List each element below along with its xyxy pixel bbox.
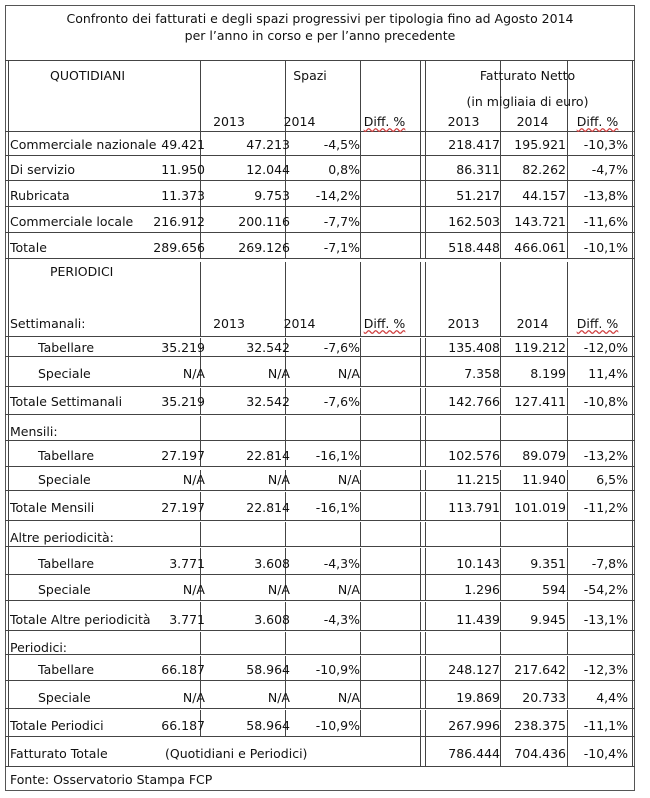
value-sd: -10,9% [315, 662, 360, 677]
column-divider [500, 602, 501, 630]
value-f14: 127.411 [514, 394, 566, 409]
row-divider [5, 440, 635, 441]
value-fd: 4,4% [596, 690, 628, 705]
column-divider [425, 492, 426, 520]
value-s13: 35.219 [161, 394, 205, 409]
row-label: Tabellare [38, 340, 95, 355]
value-s13: 11.950 [161, 162, 205, 177]
column-divider [425, 710, 426, 736]
value-fd: -10,3% [583, 137, 628, 152]
value-s13: N/A [182, 472, 205, 487]
value-sd: 0,8% [328, 162, 360, 177]
column-divider [425, 522, 426, 546]
value-f14: 143.721 [514, 214, 566, 229]
value-s13: N/A [182, 690, 205, 705]
column-divider [500, 416, 501, 466]
row-label: Commerciale locale [10, 214, 134, 229]
row-divider [5, 546, 635, 547]
column-divider [420, 632, 421, 654]
column-divider [420, 656, 421, 708]
value-s14: 22.814 [246, 500, 290, 515]
column-divider [425, 602, 426, 630]
column-divider [567, 632, 568, 654]
column-divider [500, 736, 501, 766]
row-label-fatturato-totale: Fatturato Totale [10, 746, 108, 761]
row-label: Speciale [38, 582, 91, 597]
column-divider [632, 60, 633, 766]
header-spazi: Spazi [293, 68, 327, 83]
row-divider [5, 574, 635, 575]
diff-header: Diff. % [576, 114, 619, 129]
value-s14: N/A [267, 366, 290, 381]
value-s13: 289.656 [153, 240, 205, 255]
column-divider [425, 60, 426, 258]
value-s13: N/A [182, 366, 205, 381]
value-fd: 11,4% [588, 366, 628, 381]
value-f14: 89.079 [522, 448, 566, 463]
row-divider [5, 336, 635, 337]
column-divider [360, 632, 361, 654]
column-divider [425, 736, 426, 766]
value-f13: 786.444 [448, 746, 500, 761]
row-divider [5, 520, 635, 521]
value-f14: 217.642 [514, 662, 566, 677]
column-divider [500, 710, 501, 736]
value-fd: -13,8% [583, 188, 628, 203]
value-fd: -12,3% [583, 662, 628, 677]
row-divider [5, 206, 635, 207]
value-s14: N/A [267, 690, 290, 705]
value-f13: 135.408 [448, 340, 500, 355]
value-sd: N/A [337, 690, 360, 705]
value-s13: 49.421 [161, 137, 205, 152]
value-sd: N/A [337, 582, 360, 597]
value-s14: 58.964 [246, 662, 290, 677]
value-f13: 248.127 [448, 662, 500, 677]
value-s13: 11.373 [161, 188, 205, 203]
year-header: 2014 [516, 316, 549, 331]
value-f14: 238.375 [514, 718, 566, 733]
row-label-total: Totale Altre periodicità [10, 612, 151, 627]
column-divider [200, 632, 201, 654]
column-divider [360, 602, 361, 630]
value-fd: -13,1% [583, 612, 628, 627]
column-divider [425, 548, 426, 600]
column-divider [360, 492, 361, 520]
column-divider [360, 470, 361, 490]
row-divider [5, 600, 635, 601]
row-label: Speciale [38, 366, 91, 381]
value-sd: -4,5% [323, 137, 360, 152]
row-divider [5, 258, 635, 259]
row-label-total: Totale Mensili [10, 500, 95, 515]
value-fd: -4,7% [591, 162, 628, 177]
column-divider [420, 522, 421, 546]
value-f14: 9.945 [530, 612, 566, 627]
value-f13: 162.503 [448, 214, 500, 229]
group-label: Settimanali: [10, 316, 86, 331]
value-s14: 58.964 [246, 718, 290, 733]
value-sd: -16,1% [315, 500, 360, 515]
value-fd: 6,5% [596, 472, 628, 487]
year-header: 2013 [213, 316, 245, 331]
value-f13: 51.217 [456, 188, 500, 203]
row-divider [5, 414, 635, 415]
value-sd: -4,3% [323, 556, 360, 571]
row-label: Commerciale nazionale [10, 137, 157, 152]
diff-header: Diff. % [363, 316, 406, 331]
column-divider [425, 416, 426, 466]
value-f14: 11.940 [522, 472, 566, 487]
row-label-total: Totale Settimanali [10, 394, 123, 409]
value-sd: N/A [337, 366, 360, 381]
value-s13: 216.912 [153, 214, 205, 229]
column-divider [420, 492, 421, 520]
diff-header: Diff. % [363, 114, 406, 129]
column-divider [420, 338, 421, 386]
value-sd: -10,9% [315, 718, 360, 733]
diff-header: Diff. % [576, 316, 619, 331]
section-title-periodici: PERIODICI [50, 264, 114, 279]
column-divider [360, 548, 361, 600]
column-divider [425, 632, 426, 654]
value-f14: 82.262 [522, 162, 566, 177]
value-s14: 3.608 [254, 556, 290, 571]
value-s13: 66.187 [161, 662, 205, 677]
column-divider [360, 522, 361, 546]
value-fd: -13,2% [583, 448, 628, 463]
value-sd: -7,6% [323, 340, 360, 355]
value-f14: 119.212 [514, 340, 566, 355]
value-fd: -10,4% [583, 746, 628, 761]
value-s14: 22.814 [246, 448, 290, 463]
value-fd: -11,6% [583, 214, 628, 229]
column-divider [500, 656, 501, 708]
year-header: 2013 [447, 316, 480, 331]
column-divider [500, 60, 501, 258]
value-sd: -14,2% [315, 188, 360, 203]
value-f13: 267.996 [448, 718, 500, 733]
source-note: Fonte: Osservatorio Stampa FCP [10, 772, 213, 787]
column-divider [500, 492, 501, 520]
page-title [5, 10, 635, 44]
value-f13: 11.439 [456, 612, 500, 627]
value-fd: -10,8% [583, 394, 628, 409]
column-divider [360, 416, 361, 466]
group-label: Mensili: [10, 424, 58, 439]
column-divider [425, 656, 426, 708]
value-f14: 466.061 [514, 240, 566, 255]
row-label-total: Totale Periodici [10, 718, 104, 733]
column-divider [500, 338, 501, 386]
value-f14: 44.157 [522, 188, 566, 203]
column-divider [567, 522, 568, 546]
row-divider [5, 180, 635, 181]
column-divider [420, 416, 421, 466]
value-f14: 9.351 [530, 556, 566, 571]
column-divider [500, 470, 501, 490]
row-label: Speciale [38, 472, 91, 487]
value-s13: 66.187 [161, 718, 205, 733]
group-label: Periodici: [10, 640, 68, 655]
row-label: Tabellare [38, 556, 95, 571]
value-s13: 35.219 [161, 340, 205, 355]
value-s13: 3.771 [169, 612, 205, 627]
value-s14: 12.044 [246, 162, 290, 177]
value-fd: -7,8% [591, 556, 628, 571]
year-header: 2014 [283, 114, 316, 129]
row-note: (Quotidiani e Periodici) [165, 746, 308, 761]
value-f13: 86.311 [456, 162, 500, 177]
row-label: Tabellare [38, 662, 95, 677]
column-divider [420, 388, 421, 414]
value-s13: 27.197 [161, 500, 205, 515]
column-divider [420, 470, 421, 490]
value-f13: 142.766 [448, 394, 500, 409]
column-divider [567, 262, 568, 336]
column-divider [420, 602, 421, 630]
value-fd: -10,1% [583, 240, 628, 255]
value-f14: 20.733 [522, 690, 566, 705]
column-divider [500, 548, 501, 600]
value-s14: 269.126 [238, 240, 290, 255]
column-divider [420, 60, 421, 258]
column-divider [8, 60, 9, 766]
row-divider [5, 490, 635, 491]
value-s14: 9.753 [254, 188, 290, 203]
value-s14: 47.213 [246, 137, 290, 152]
value-s14: N/A [267, 472, 290, 487]
row-divider [5, 232, 635, 233]
column-divider [420, 262, 421, 336]
row-divider [5, 386, 635, 387]
value-f14: 704.436 [514, 746, 566, 761]
value-f13: 102.576 [448, 448, 500, 463]
row-label: Di servizio [10, 162, 75, 177]
column-divider [360, 388, 361, 414]
value-sd: N/A [337, 472, 360, 487]
year-header: 2013 [213, 114, 245, 129]
row-divider [5, 708, 635, 709]
column-divider [360, 656, 361, 708]
value-sd: -7,1% [323, 240, 360, 255]
value-sd: -7,7% [323, 214, 360, 229]
column-divider [200, 522, 201, 546]
value-s14: N/A [267, 582, 290, 597]
year-header: 2013 [447, 114, 480, 129]
title-line-1: Confronto dei fatturati e degli spazi progressivi per tipologia fino ad Agosto 2014 [66, 11, 574, 26]
column-divider [360, 60, 361, 258]
column-divider [360, 338, 361, 386]
row-label: Tabellare [38, 448, 95, 463]
column-divider [360, 710, 361, 736]
year-header: 2014 [516, 114, 549, 129]
value-f14: 8.199 [530, 366, 566, 381]
row-divider [5, 155, 635, 156]
row-divider [5, 60, 635, 61]
value-f13: 10.143 [456, 556, 500, 571]
value-f13: 1.296 [464, 582, 500, 597]
column-divider [425, 388, 426, 414]
value-s14: 200.116 [238, 214, 290, 229]
value-f13: 7.358 [464, 366, 500, 381]
column-divider [425, 262, 426, 336]
row-divider [5, 466, 635, 467]
value-f13: 518.448 [448, 240, 500, 255]
row-divider [5, 630, 635, 631]
value-fd: -54,2% [583, 582, 628, 597]
value-f13: 19.869 [456, 690, 500, 705]
value-f14: 101.019 [514, 500, 566, 515]
row-divider [5, 680, 635, 681]
value-s13: N/A [182, 582, 205, 597]
column-divider [425, 338, 426, 386]
row-label-totale: Totale [10, 240, 47, 255]
row-divider [5, 356, 635, 357]
column-divider [420, 710, 421, 736]
column-divider [500, 522, 501, 546]
column-divider [285, 632, 286, 654]
column-divider [285, 522, 286, 546]
header-fatturato-sub: (in migliaia di euro) [466, 94, 589, 109]
column-divider [420, 548, 421, 600]
value-s14: 3.608 [254, 612, 290, 627]
row-label: Rubricata [10, 188, 70, 203]
value-s13: 3.771 [169, 556, 205, 571]
row-divider [5, 736, 635, 737]
value-f14: 195.921 [514, 137, 566, 152]
value-sd: -16,1% [315, 448, 360, 463]
section-title-quotidiani: QUOTIDIANI [50, 68, 126, 83]
column-divider [420, 736, 421, 766]
row-divider [5, 766, 635, 767]
value-s14: 32.542 [246, 340, 290, 355]
value-fd: -11,2% [583, 500, 628, 515]
header-fatturato: Fatturato Netto [479, 68, 576, 83]
group-label: Altre periodicità: [10, 530, 114, 545]
value-sd: -7,6% [323, 394, 360, 409]
row-label: Speciale [38, 690, 91, 705]
column-divider [500, 388, 501, 414]
title-line-2: per l’anno in corso e per l’anno precedente [184, 28, 456, 43]
value-fd: -11,1% [583, 718, 628, 733]
year-header: 2014 [283, 316, 316, 331]
value-fd: -12,0% [583, 340, 628, 355]
value-f13: 11.215 [456, 472, 500, 487]
value-f13: 218.417 [448, 137, 500, 152]
column-divider [425, 470, 426, 490]
value-sd: -4,3% [323, 612, 360, 627]
value-s14: 32.542 [246, 394, 290, 409]
value-f14: 594 [542, 582, 566, 597]
value-f13: 113.791 [448, 500, 500, 515]
row-divider [5, 131, 635, 132]
value-s13: 27.197 [161, 448, 205, 463]
column-divider [500, 632, 501, 654]
